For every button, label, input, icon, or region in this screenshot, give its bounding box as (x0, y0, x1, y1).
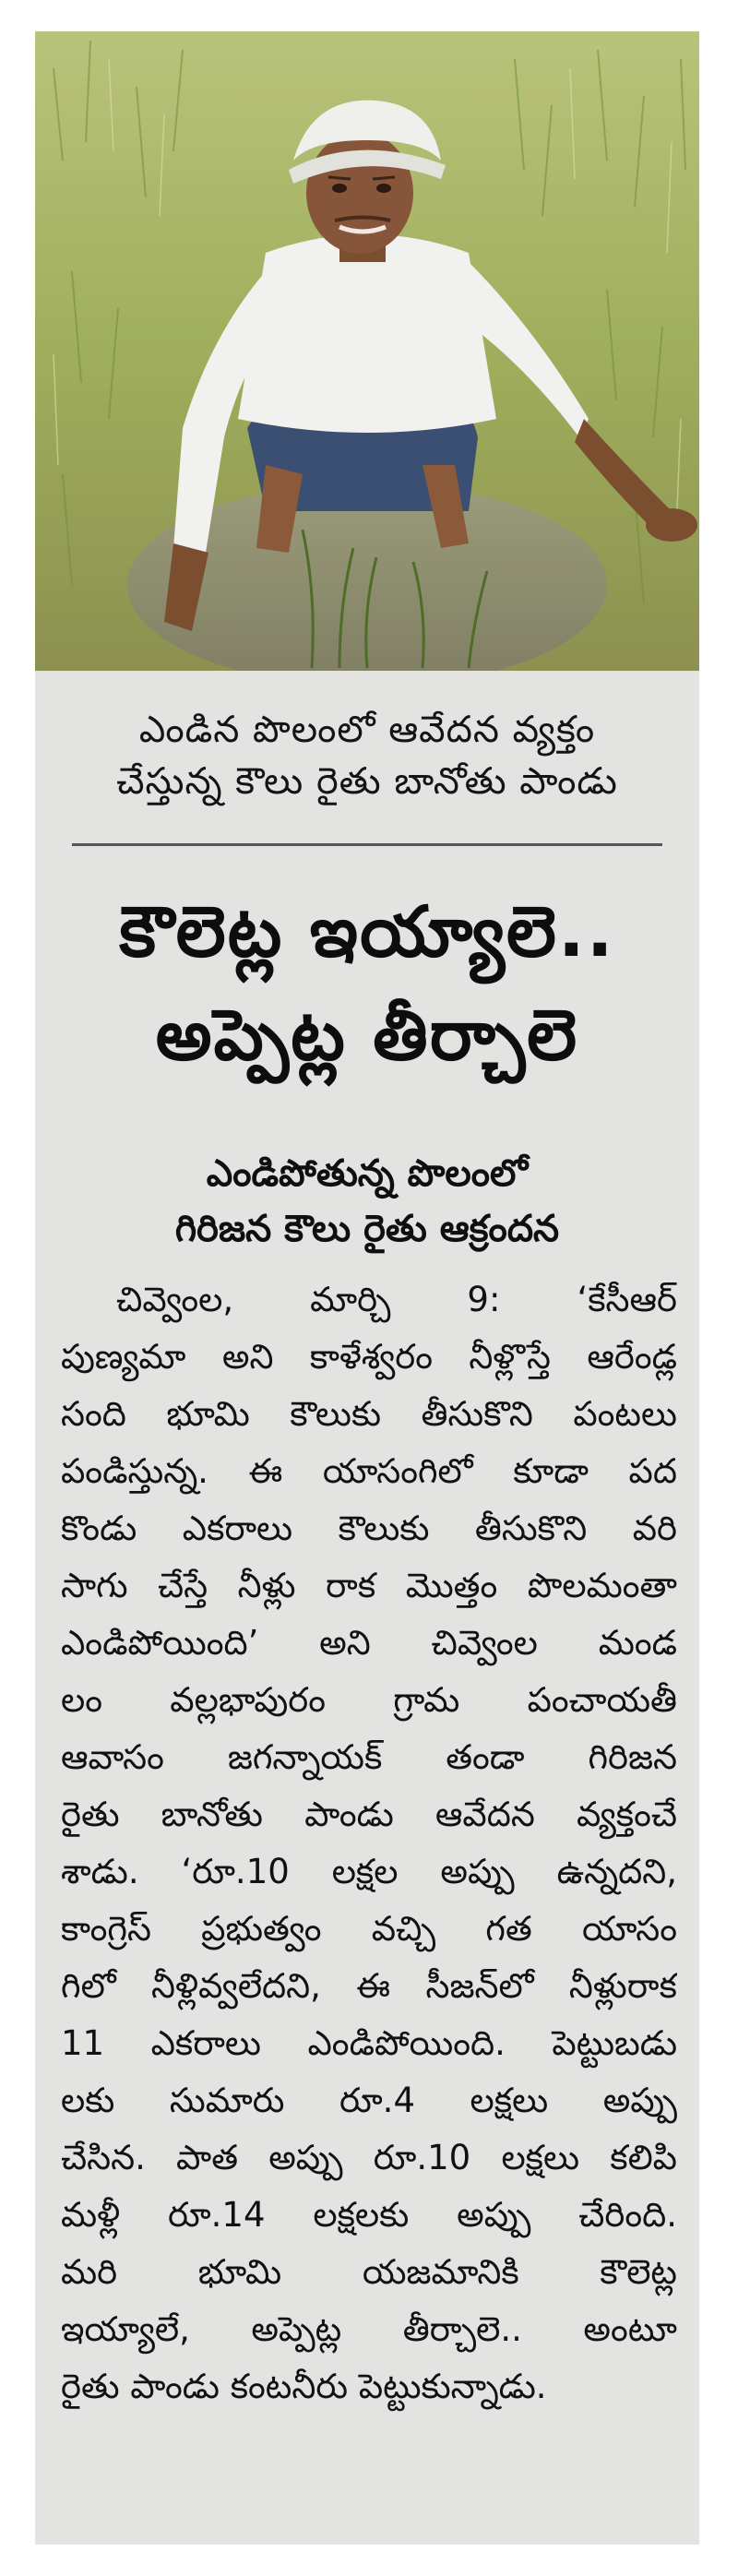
body-line: కాంగ్రెస్ ప్రభుత్వం వచ్చి గత యాసం (61, 1909, 677, 1949)
body-line: సాగు చేస్తే నీళ్లు రాక మొత్తం పొలమంతా (61, 1566, 677, 1605)
body-line: 11 ఎకరాలు ఎండిపోయింది. పెట్టుబడు (61, 2023, 677, 2063)
body-line: లకు సుమారు రూ.4 లక్షలు అప్పు (61, 2081, 677, 2120)
subheadline (35, 1146, 699, 1257)
body-line: మరి భూమి యజమానికి కౌలెట్ల (61, 2252, 677, 2292)
body-line: కొండు ఎకరాలు కౌలుకు తీసుకొని వరి (61, 1509, 677, 1548)
headline-line: అప్పెట్ల తీర్చాలె (155, 994, 579, 1076)
body-line: పుణ్యమా అని కాళేశ్వరం నీళ్లొస్తే ఆరేండ్ల (61, 1337, 677, 1377)
body-line: చివ్వెంల, మార్చి 9: ‘కేసీఆర్ (116, 1280, 677, 1319)
body-line: శాడు. ‘రూ.10 లక్షల అప్పు ఉన్నదని, (61, 1852, 677, 1891)
caption-line: చేస్తున్న కౌలు రైతు బానోతు పాండు (116, 760, 618, 803)
headline-line: కౌలెట్ల ఇయ్యాలె.. (119, 890, 615, 972)
body-line: ఇయ్యాలే, అప్పెట్ల తీర్చాలె.. అంటూ (61, 2309, 677, 2349)
article-body (61, 1271, 677, 2415)
subheadline-line: గిరిజన కౌలు రైతు ఆక్రందన (174, 1208, 560, 1250)
farmer-photo-illustration (35, 31, 699, 671)
body-line: ఆవాసం జగన్నాయక్ తండా గిరిజన (61, 1737, 677, 1777)
body-line: మళ్లీ రూ.14 లక్షలకు అప్పు చేరింది. (61, 2195, 677, 2235)
body-line: పండిస్తున్న. ఈ యాసంగిలో కూడా పద (61, 1451, 677, 1491)
photo-caption (35, 671, 699, 851)
caption-line: ఎండిన పొలంలో ఆవేదన వ్యక్తం (138, 709, 596, 751)
body-line: గిలో నీళ్లివ్వలేదని, ఈ సీజన్‌లో నీళ్లురాక (61, 1966, 677, 2006)
body-line: చేసిన. పాత అప్పు రూ.10 లక్షలు కలిపి (61, 2138, 677, 2177)
headline (35, 880, 699, 1087)
body-line: ఎండిపోయింది’ అని చివ్వెంల మండ (61, 1623, 677, 1663)
article-column (35, 31, 699, 2545)
body-line: రైతు పాండు కంటనీరు పెట్టుకున్నాడు. (61, 2367, 547, 2406)
subheadline-line: ఎండిపోతున్న పొలంలో (206, 1152, 529, 1195)
body-line: సంది భూమి కౌలుకు తీసుకొని పంటలు (61, 1394, 677, 1434)
divider (72, 843, 662, 846)
farmer-photo (35, 31, 699, 671)
body-line: రైతు బానోతు పాండు ఆవేదన వ్యక్తంచే (61, 1795, 677, 1834)
body-line: లం వల్లభాపురం గ్రామ పంచాయతీ (61, 1680, 677, 1720)
